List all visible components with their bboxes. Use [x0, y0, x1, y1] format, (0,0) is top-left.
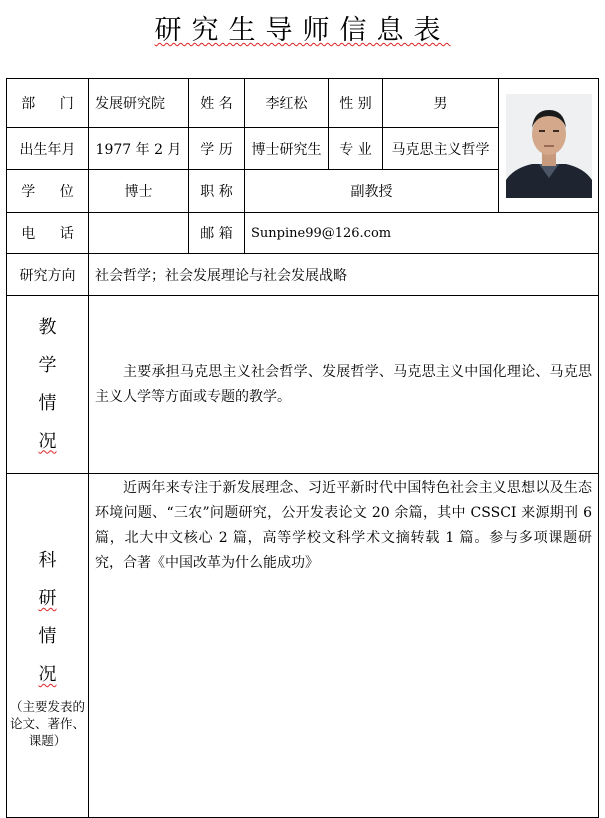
research-char: 研: [38, 588, 57, 609]
teaching-text: 主要承担马克思主义社会哲学、发展哲学、马克思主义中国化理论、马克思主义人学等方面或专题的教学。: [95, 363, 592, 405]
row-contact: [7, 213, 599, 254]
title-text: 研究生导师信息表: [154, 15, 451, 46]
portrait-photo: [506, 94, 592, 198]
row-research-status: [7, 474, 599, 818]
title-label: 职 称: [189, 170, 245, 213]
email-label: 邮 箱: [189, 213, 245, 254]
row-teaching: [7, 296, 599, 474]
dept-label: 部 门: [7, 79, 89, 128]
portrait-image: [506, 94, 592, 198]
name-label: 姓 名: [189, 79, 245, 128]
research-char: 科: [38, 550, 57, 571]
research-content: [89, 474, 599, 818]
dept-value: 发展研究院: [89, 79, 189, 128]
gender-label: 性 别: [329, 79, 383, 128]
row-basic-1: [7, 79, 599, 128]
title-value: 副教授: [245, 170, 499, 213]
major-value: 马克思主义哲学: [383, 128, 499, 170]
edu-label: 学 历: [189, 128, 245, 170]
degree-label: 学 位: [7, 170, 89, 213]
teaching-char: 情: [38, 392, 57, 414]
gender-value: 男: [383, 79, 499, 128]
research-direction-value: 社会哲学；社会发展理论与社会发展战略: [89, 254, 599, 296]
teaching-char: 教: [38, 316, 57, 338]
phone-label: 电 话: [7, 213, 89, 254]
info-table: [6, 78, 599, 818]
page-title: [0, 8, 605, 47]
teaching-content: [89, 296, 599, 474]
research-char: 况: [38, 664, 57, 685]
name-value: 李红松: [245, 79, 329, 128]
photo-cell: [499, 79, 599, 213]
birth-value: 1977 年 2 月: [89, 128, 189, 170]
research-direction-label: 研究方向: [7, 254, 89, 296]
phone-value: [89, 213, 189, 254]
teaching-char: 况: [38, 430, 57, 452]
research-status-label: [7, 474, 89, 818]
teaching-char: 学: [38, 354, 57, 376]
birth-label: 出生年月: [7, 128, 89, 170]
email-value: Sunpine99@126.com: [245, 213, 599, 254]
major-label: 专 业: [329, 128, 383, 170]
teaching-label: [7, 296, 89, 474]
research-note: （主要发表的论文、著作、课题）: [9, 699, 85, 748]
edu-value: 博士研究生: [245, 128, 329, 170]
degree-value: 博士: [89, 170, 189, 213]
row-research-direction: [7, 254, 599, 296]
research-char: 情: [38, 626, 57, 647]
research-text: 近两年来专注于新发展理念、习近平新时代中国特色社会主义思想以及生态环境问题、“三农”问题研究，公开发表论文 20 余篇，其中 CSSCI 来源期刊 6 篇，北大中文核心 2 篇，高等学校文科学术文摘转载 1 篇。参与多项课题研究，合著《中国改革为什么能成功》: [95, 480, 592, 571]
